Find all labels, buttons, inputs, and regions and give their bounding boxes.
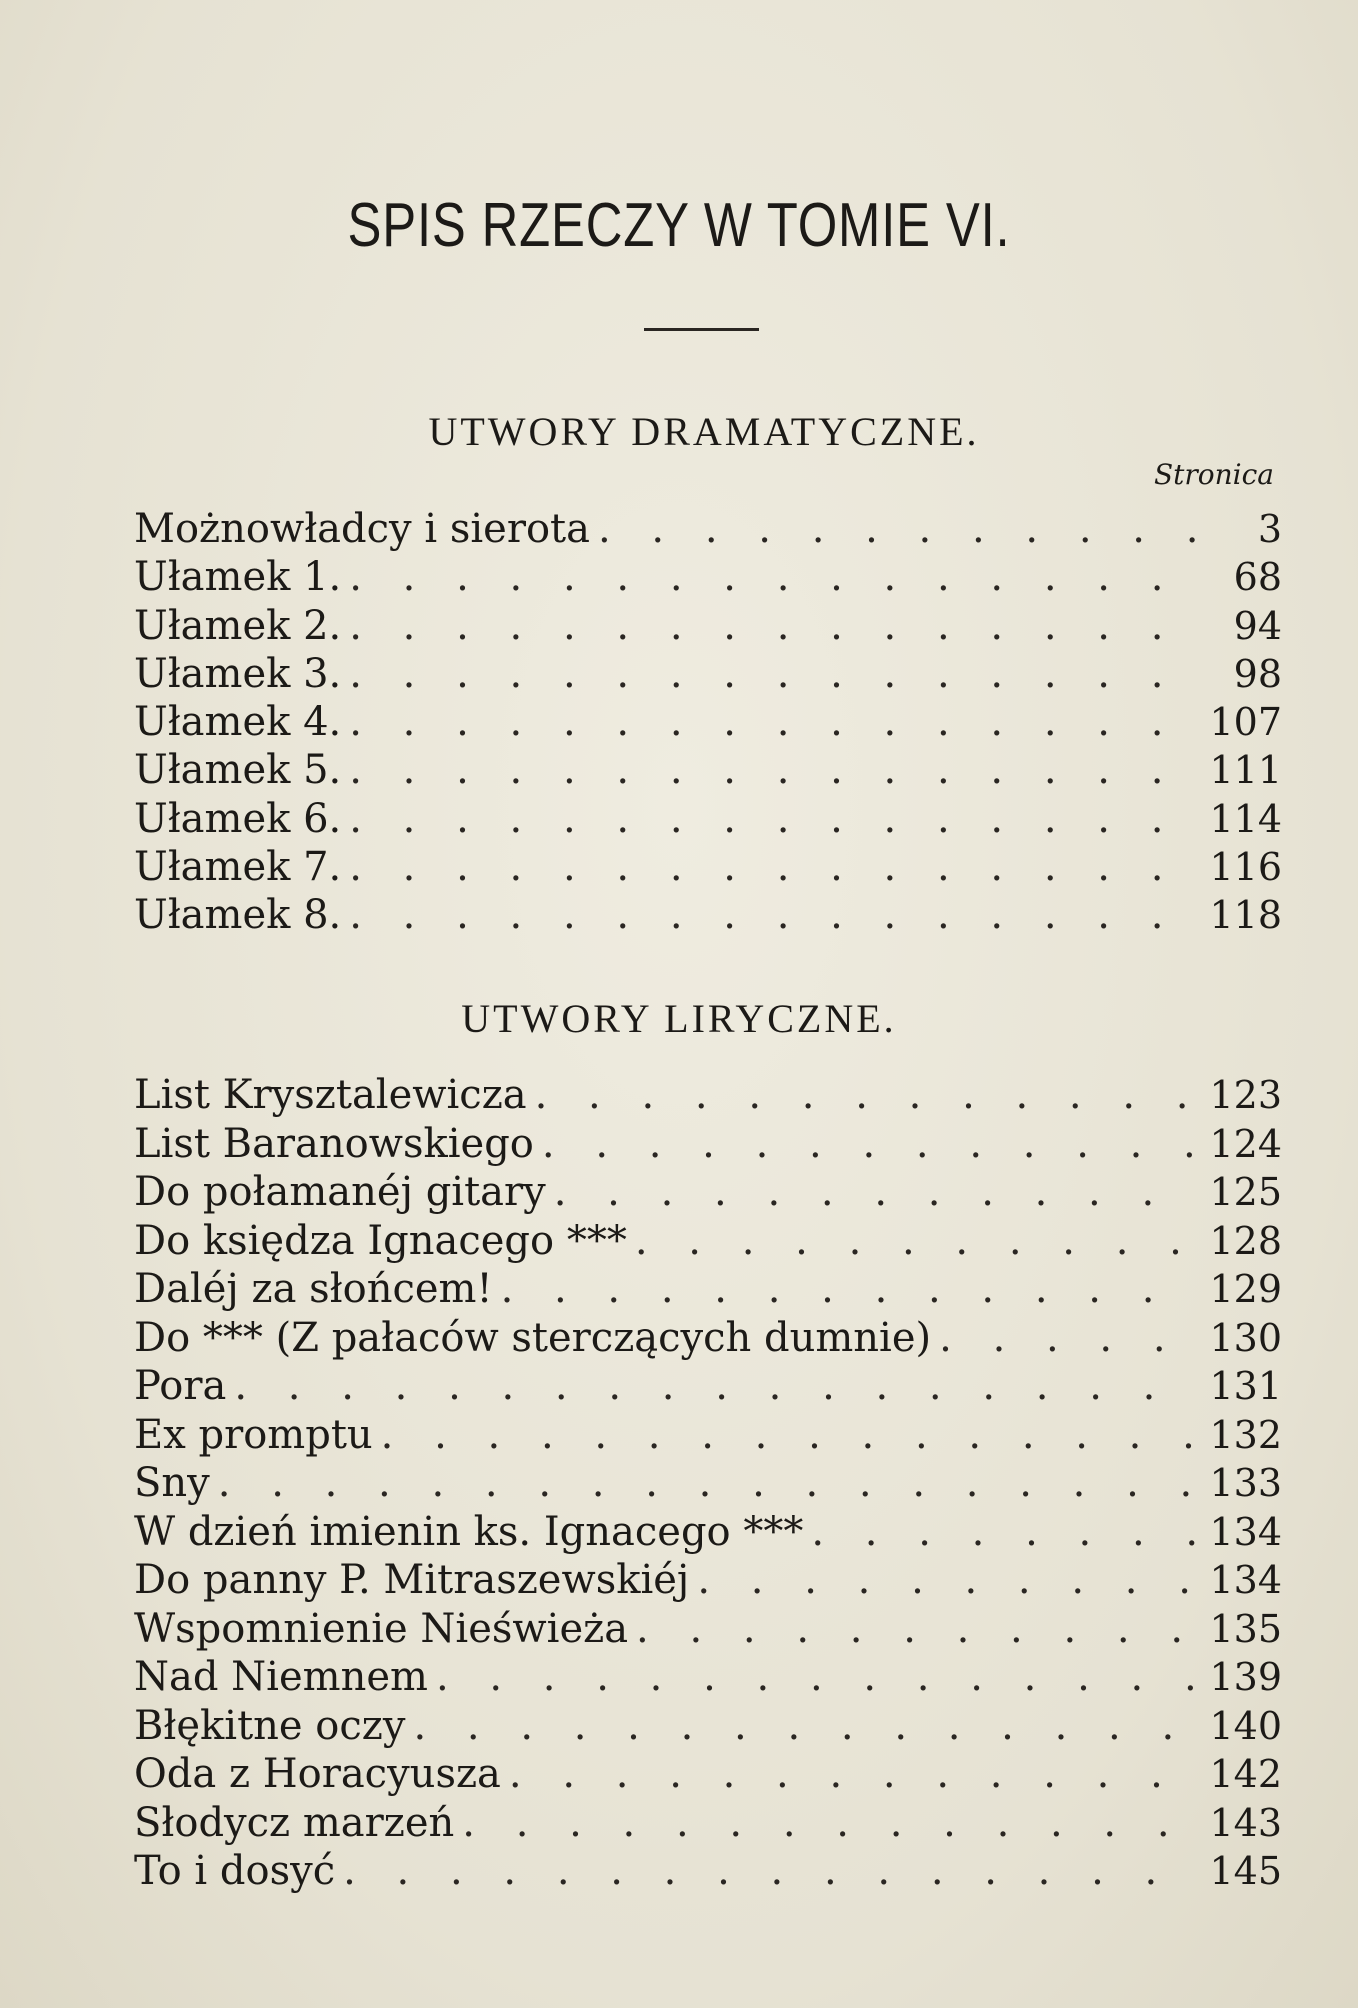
entry-page: 98 (1233, 651, 1282, 696)
entry-page: 125 (1209, 1170, 1282, 1214)
page-column-header: Stronica (1153, 458, 1274, 491)
toc-entry (134, 1314, 1282, 1363)
entry-page: 123 (1209, 1073, 1282, 1117)
toc-entry (134, 746, 1282, 794)
leader-dots (349, 746, 1198, 794)
toc-entry (134, 1168, 1282, 1217)
entry-title: W dzień imienin ks. Ignacego *** (134, 1508, 804, 1555)
leader-dots (349, 891, 1198, 939)
toc-entry (134, 1702, 1282, 1751)
entry-title: Do połamanéj gitary (134, 1169, 546, 1215)
entry-title: Błękitne oczy (134, 1702, 406, 1749)
toc-entry (134, 1071, 1282, 1120)
toc-entry (134, 1508, 1282, 1557)
leader-dots (501, 1265, 1198, 1313)
entry-page: 132 (1209, 1412, 1282, 1457)
toc-entry (134, 505, 1282, 553)
toc-entry (134, 698, 1282, 746)
leader-dots (542, 1120, 1198, 1168)
entry-title: Ułamek 7. (134, 844, 342, 891)
entry-title: Do księdza Ignacego *** (134, 1217, 627, 1264)
entry-page: 124 (1209, 1121, 1282, 1166)
toc-entry (134, 795, 1282, 843)
leader-dots (234, 1362, 1198, 1410)
entry-title: List Baranowskiego (134, 1120, 534, 1167)
toc-entry (134, 1653, 1282, 1702)
leader-dots (554, 1168, 1198, 1216)
leader-dots (939, 1314, 1198, 1362)
leader-dots (349, 843, 1198, 891)
leader-dots (509, 1750, 1198, 1798)
toc-entry (134, 1411, 1282, 1460)
entry-title: Ułamek 3. (134, 650, 342, 697)
entry-page: 143 (1209, 1800, 1282, 1845)
entry-title: Do *** (Z pałaców sterczących dumnie) (134, 1314, 932, 1361)
leader-dots (535, 1071, 1198, 1119)
entry-page: 128 (1209, 1218, 1282, 1263)
entry-title: Do panny P. Mitraszewskiéj (134, 1557, 690, 1603)
page-title: SPIS RZECZY W TOMIE VI. (347, 191, 1011, 260)
entry-page: 3 (1257, 507, 1282, 551)
entry-page: 142 (1209, 1752, 1282, 1796)
entry-page: 131 (1209, 1364, 1282, 1408)
entry-page: 111 (1209, 748, 1282, 793)
leader-dots (636, 1605, 1198, 1653)
toc-entry (134, 1605, 1282, 1654)
entry-page: 107 (1209, 700, 1282, 745)
toc-entry (134, 1556, 1282, 1605)
entry-title: Sny (134, 1460, 210, 1506)
title-rule (644, 328, 759, 331)
leader-dots (343, 1847, 1198, 1895)
entry-page: 94 (1233, 603, 1282, 648)
toc-entry (134, 843, 1282, 891)
entry-page: 133 (1209, 1461, 1282, 1505)
entry-title: Wspomnienie Nieświeża (134, 1605, 629, 1652)
toc-entry (134, 1799, 1282, 1848)
entry-title: Pora (134, 1363, 227, 1409)
leader-dots (349, 698, 1198, 746)
entry-title: List Krysztalewicza (134, 1072, 527, 1118)
toc-list-lyric (134, 1071, 1282, 1896)
toc-entry (134, 1750, 1282, 1799)
toc-entry (134, 553, 1282, 601)
leader-dots (349, 650, 1198, 698)
entry-title: Ułamek 1. (134, 554, 342, 601)
entry-title: Ułamek 4. (134, 699, 342, 746)
leader-dots (218, 1459, 1198, 1507)
entry-title: Ułamek 8. (134, 892, 342, 939)
entry-title: Ułamek 5. (134, 747, 342, 794)
entry-title: To i dosyć (134, 1848, 336, 1894)
entry-page: 68 (1233, 555, 1282, 600)
toc-entry (134, 891, 1282, 939)
entry-title: Ułamek 2. (134, 602, 342, 649)
leader-dots (413, 1702, 1198, 1750)
leader-dots (381, 1411, 1198, 1459)
entry-page: 118 (1209, 893, 1282, 938)
entry-page: 145 (1209, 1849, 1282, 1893)
entry-title: Nad Niemnem (134, 1654, 428, 1700)
leader-dots (635, 1217, 1198, 1265)
toc-entry (134, 1265, 1282, 1314)
leader-dots (349, 795, 1198, 843)
leader-dots (462, 1799, 1198, 1847)
entry-page: 116 (1209, 845, 1282, 890)
entry-title: Możnowładcy i sierota (134, 506, 590, 552)
entry-page: 135 (1209, 1606, 1282, 1651)
entry-title: Ułamek 6. (134, 795, 342, 842)
entry-title: Ex promptu (134, 1411, 373, 1458)
toc-entry (134, 1120, 1282, 1169)
toc-entry (134, 602, 1282, 650)
toc-entry (134, 1362, 1282, 1411)
toc-entry (134, 650, 1282, 698)
entry-page: 134 (1209, 1558, 1282, 1602)
toc-entry (134, 1847, 1282, 1896)
leader-dots (697, 1556, 1198, 1604)
entry-page: 140 (1209, 1703, 1282, 1748)
entry-title: Daléj za słońcem! (134, 1266, 493, 1312)
entry-title: Oda z Horacyusza (134, 1751, 501, 1797)
leader-dots (598, 505, 1198, 553)
entry-page: 139 (1209, 1655, 1282, 1699)
toc-entry (134, 1217, 1282, 1266)
toc-entry (134, 1459, 1282, 1508)
section-heading-lyric: UTWORY LIRYCZNE. (461, 996, 897, 1041)
leader-dots (436, 1653, 1198, 1701)
entry-page: 114 (1209, 796, 1282, 841)
toc-list-dramatic (134, 505, 1282, 940)
leader-dots (811, 1508, 1198, 1556)
entry-title: Słodycz marzeń (134, 1799, 455, 1846)
entry-page: 130 (1209, 1315, 1282, 1360)
leader-dots (349, 602, 1198, 650)
entry-page: 134 (1209, 1509, 1282, 1554)
leader-dots (349, 553, 1198, 601)
section-heading-dramatic: UTWORY DRAMATYCZNE. (428, 409, 980, 454)
entry-page: 129 (1209, 1267, 1282, 1311)
